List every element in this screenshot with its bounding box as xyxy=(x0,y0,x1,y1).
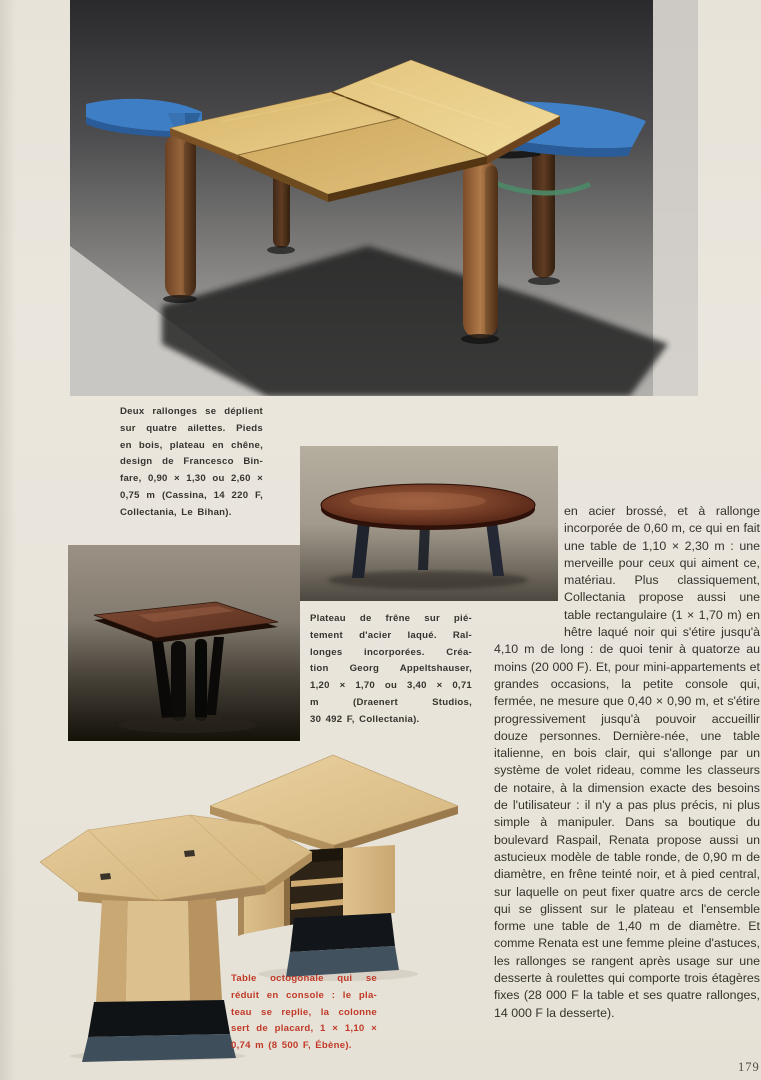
caption-table-octogonale xyxy=(231,971,377,1055)
article-body xyxy=(494,503,760,1022)
caption-line: 1,20 × 1,70 ou 3,40 × 0,71 xyxy=(310,680,472,692)
text-wrap-spacer xyxy=(494,503,564,625)
caption-table-frene xyxy=(310,611,472,729)
photo-table-ailettes xyxy=(70,0,698,396)
caption-line: fare, 0,90 × 1,30 ou 2,60 × xyxy=(120,473,263,485)
caption-line: design de Francesco Bin- xyxy=(120,456,263,468)
photo-table-frene-image xyxy=(68,545,300,741)
caption-line: 30 492 F, Collectania). xyxy=(310,713,420,725)
caption-line: Deux rallonges se déplient xyxy=(120,406,263,417)
caption-line: sur quatre ailettes. Pieds xyxy=(120,422,263,434)
caption-line: tion Georg Appeltshauser, xyxy=(310,663,472,675)
caption-line: sert de placard, 1 × 1,10 × xyxy=(231,1023,377,1035)
caption-table-rallonges xyxy=(120,404,263,522)
photo-table-ailettes-image xyxy=(70,0,698,396)
caption-line: réduit en console : le pla- xyxy=(231,989,377,1001)
page-number: 179 xyxy=(738,1060,760,1074)
caption-line: 0,74 m (8 500 F, Ébène). xyxy=(231,1040,352,1052)
caption-line: longes incorporées. Créa- xyxy=(310,646,472,658)
caption-line: teau se replie, la colonne xyxy=(231,1006,377,1018)
caption-line: Plateau de frêne sur pié- xyxy=(310,613,472,624)
caption-line: Collectania, Le Bihan). xyxy=(120,506,232,518)
caption-line: Table octogonale qui se xyxy=(231,973,377,984)
article-body-text: en acier brossé, et à rallonge incorporée de 0,60 m, ce qui en fait une table de 1,10 × 2,30 m : une merveille pour ceux qui aiment ce, matériau. Plus classiquement, Collectania propose aussi une table rectangulaire (1 × 1,70 m) en hêtre laqué noir qui s'étire jusqu'à 4,10 m de long : de quoi tenir à quatorze au moins (20 000 F). Et, pour mini-appartements et grandes occasions, la petite console qui, fermée, ne mesure que 0,40 × 0,90 m, et s'étire progressivement jusqu'à pouvoir accueillir douze personnes. Dernière-née, une table italienne, en bois clair, qui s'allonge par un système de volet rideau, comme les classeurs de notaire, à la dimension exacte des besoins de l'utilisateur : il n'y a pas plus précis, ni plus simple à manipuler. Dans sa boutique du boulevard Raspail, Renata propose aussi un astucieux modèle de table ronde, de 0,90 m de diamètre, en frêne teinté noir, et à pied central, sur laquelle on peut fixer quatre arcs de cercle qui se glissent sur le plateau et l'ensemble forme une table de 1,40 m de diamètre. Et comme Renata est une femme pleine d'astuces, les rallonges se rangent après usage sur une desserte à roulettes qui comporte trois étagères fixes (28 000 F la table et ses quatre rallonges, 14 000 F la desserte). xyxy=(494,504,760,1020)
caption-line: en bois, plateau en chêne, xyxy=(120,439,263,451)
photo-table-frene xyxy=(68,545,300,741)
caption-line: 0,75 m (Cassina, 14 220 F, xyxy=(120,489,263,501)
caption-line: m (Draenert Studios, xyxy=(310,696,472,708)
caption-line: tement d'acier laqué. Ral- xyxy=(310,629,472,641)
